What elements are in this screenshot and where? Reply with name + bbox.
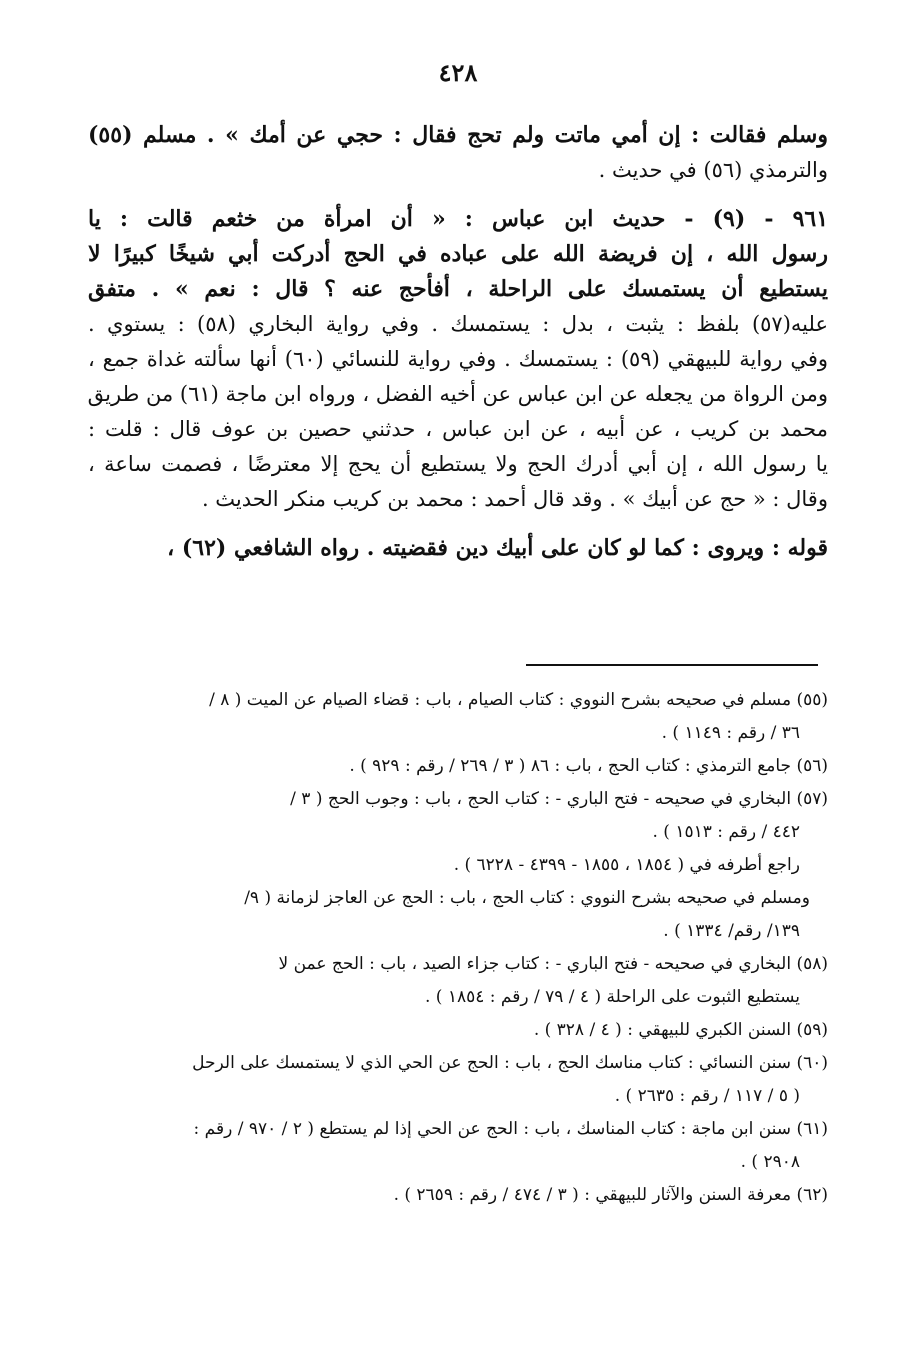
footnote-line: يستطيع الثبوت على الراحلة ( ٤ / ٧٩ / رقم : ١٨٥٤ ) . [424, 987, 800, 1007]
footnote-line: ٤٤٢ / رقم : ١٥١٣ ) . [652, 822, 800, 842]
footnote-line: (٥٨) البخاري في صحيحه - فتح الباري - : كتاب جزاء الصيد ، باب : الحج عمن لا [278, 954, 828, 974]
footnote-line: ( ٥ / ١١٧ / رقم : ٢٦٣٥ ) . [614, 1086, 800, 1106]
text-line: محمد بن كريب ، عن أبيه ، عن ابن عباس ، حدثني حصين بن عوف قال : قلت : [88, 417, 828, 441]
paragraph-gap [88, 188, 828, 202]
footnote-line: (٦٢) معرفة السنن والآثار للبيهقي : ( ٣ / ٤٧٤ / رقم : ٢٦٥٩ ) . [393, 1185, 828, 1205]
footnote-line: ٣٦ / رقم : ١١٤٩ ) . [661, 723, 800, 743]
footnote-line: ومسلم في صحيحه بشرح النووي : كتاب الحج ، باب : الحج عن العاجز لزمانة ( ٩/ [244, 888, 810, 908]
text-line: يستطيع أن يستمسك على الراحلة ، أفأحج عنه ؟ قال : نعم » . متفق [88, 276, 828, 302]
footnote-line: (٦٠) سنن النسائي : كتاب مناسك الحج ، باب : الحج عن الحي الذي لا يستمسك على الرحل [192, 1053, 828, 1073]
text-line: وسلم فقالت : إن أمي ماتت ولم تحج فقال : حجي عن أمك » . مسلم (٥٥) [88, 122, 828, 148]
footnote-line: راجع أطرفه في ( ١٨٥٤ ، ١٨٥٥ - ٤٣٩٩ - ٦٢٢٨ ) . [453, 855, 800, 875]
text-line: عليه(٥٧) بلفظ : يثبت ، بدل : يستمسك . وفي رواية البخاري (٥٨) : يستوي . [88, 312, 828, 336]
text-line: يا رسول الله ، إن أبي أدرك الحج ولا يستطيع أن يحج إلا معترضًا ، فصمت ساعة ، [88, 452, 828, 476]
page-number: ٤٢٨ [438, 58, 478, 87]
footnote-line: (٥٩) السنن الكبري للبيهقي : ( ٤ / ٣٢٨ ) . [533, 1020, 828, 1040]
footnote-line: (٥٥) مسلم في صحيحه بشرح النووي : كتاب الصيام ، باب : قضاء الصيام عن الميت ( ٨ / [209, 690, 828, 710]
footnote-line: ٢٩٠٨ ) . [740, 1152, 800, 1172]
footnote-line: ١٣٩/ رقم/ ١٣٣٤ ) . [663, 921, 800, 941]
footnote-line: (٦١) سنن ابن ماجة : كتاب المناسك ، باب : الحج عن الحي إذا لم يستطع ( ٢ / ٩٧٠ / رقم : [193, 1119, 828, 1139]
paragraph-gap [88, 517, 828, 531]
text-line: والترمذي (٥٦) في حديث . [598, 158, 828, 182]
footnote-line: (٥٧) البخاري في صحيحه - فتح الباري - : كتاب الحج ، باب : وجوب الحج ( ٣ / [290, 789, 828, 809]
main-text-block [88, 118, 828, 566]
text-line: وفي رواية للبيهقي (٥٩) : يستمسك . وفي رواية للنسائي (٦٠) أنها سألته غداة جمع ، [88, 347, 828, 371]
text-line: وقال : « حج عن أبيك » . وقد قال أحمد : محمد بن كريب منكر الحديث . [201, 487, 828, 511]
text-line: رسول الله ، إن فريضة الله على عباده في الحج أدركت أبي شيخًا كبيرًا لا [88, 241, 828, 267]
text-line: ٩٦١ - (٩) - حديث ابن عباس : « أن امرأة من خثعم قالت : يا [88, 206, 829, 232]
footnote-separator [526, 664, 818, 666]
text-line: ومن الرواة من يجعله عن ابن عباس عن أخيه الفضل ، ورواه ابن ماجة (٦١) من طريق [87, 382, 828, 406]
footnote-line: (٥٦) جامع الترمذي : كتاب الحج ، باب : ٨٦ ( ٣ / ٢٦٩ / رقم : ٩٢٩ ) . [349, 756, 828, 776]
footnotes-block [88, 684, 828, 1212]
text-line: قوله : ويروى : كما لو كان على أبيك دين فقضيته . رواه الشافعي (٦٢) ، [167, 535, 828, 561]
